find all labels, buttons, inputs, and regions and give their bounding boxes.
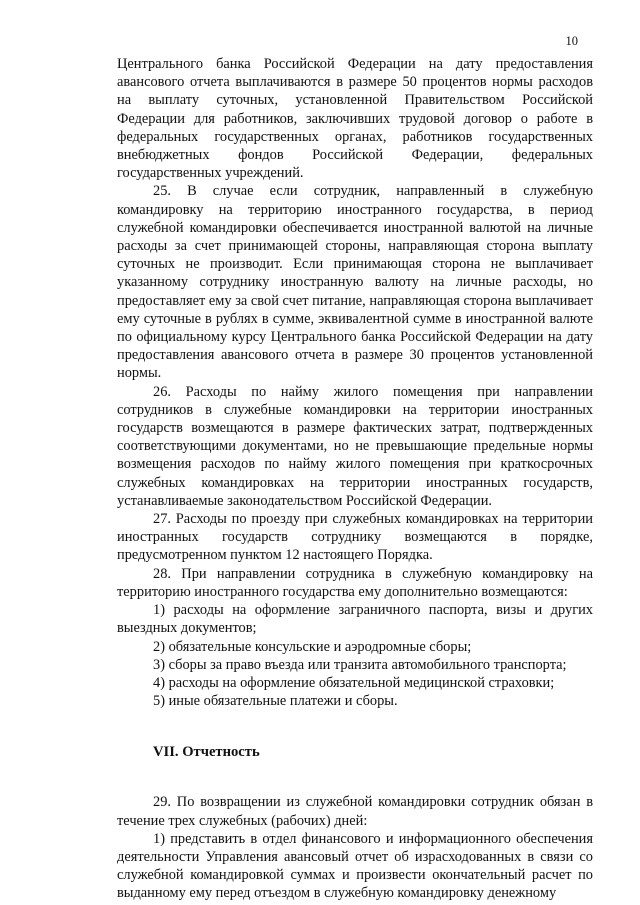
section-heading: VII. Отчетность bbox=[153, 744, 260, 761]
document-body bbox=[117, 55, 593, 903]
paragraph: Центрального банка Российской Федерации на дату предоставления авансового отчета выплачиваются в размере 50 процентов нормы расходов на выплату суточных, установленной Правительством Российской Федерации для работников, заключивших трудовой договор о работе в федеральных государственных органах, работников государственных внебюджетных фондов Российской Федерации, федеральных государственных учреждений. bbox=[117, 56, 593, 182]
paragraph: 29. По возвращении из служебной командировки сотрудник обязан в течение трех служебных (рабочих) дней: bbox=[117, 794, 593, 829]
paragraph: 26. Расходы по найму жилого помещения при направлении сотрудников в служебные командировки на территории иностранных государств возмещаются в размере фактических затрат, подтвержденных соответствующими документами, но не превышающие предельные нормы возмещения расходов по найму жилого помещения при краткосрочных служебных командировках на территории иностранных государств, устанавливаемые законодательством Российской Федерации. bbox=[117, 383, 593, 509]
list-item: 3) сборы за право въезда или транзита автомобильного транспорта; bbox=[153, 656, 567, 673]
list-item: 1) представить в отдел финансового и информационного обеспечения деятельности Управления авансовый отчет об израсходованных в связи со служебной командировкой суммах и произвести окончательный расчет по выданному ему перед отъездом в служебную командировку денежному bbox=[117, 830, 593, 902]
paragraph: 27. Расходы по проезду при служебных командировках на территории иностранных государств сотруднику возмещаются в порядке, предусмотренном пунктом 12 настоящего Порядка. bbox=[117, 511, 593, 564]
paragraph: 28. При направлении сотрудника в служебную командировку на территорию иностранного государства ему дополнительно возмещаются: bbox=[117, 565, 593, 600]
list-item: 2) обязательные консульские и аэродромные сборы; bbox=[153, 638, 472, 655]
page-number: 10 bbox=[565, 34, 578, 48]
paragraphs-top bbox=[117, 55, 593, 710]
list-item: 4) расходы на оформление обязательной медицинской страховки; bbox=[153, 674, 555, 691]
list-item: 1) расходы на оформление заграничного паспорта, визы и других выездных документов; bbox=[117, 602, 593, 637]
paragraphs-bottom bbox=[117, 793, 593, 902]
paragraph: 25. В случае если сотрудник, направленный в служебную командировку на территорию иностранного государства, в период служебной командировки обеспечивается иностранной валютой на личные расходы за счет принимающей стороны, направляющая сторона выплату суточных не производит. Если принимающая сторона не выплачивает указанному сотруднику иностранную валюту на личные расходы, но предоставляет ему за свой счет питание, направляющая сторона выплачивает ему суточные в рублях в сумме, эквивалентной сумме в иностранной валюте по официальному курсу Центрального банка Российской Федерации на дату предоставления авансового отчета в размере 30 процентов установленной нормы. bbox=[117, 183, 593, 382]
list-item: 5) иные обязательные платежи и сборы. bbox=[153, 693, 398, 710]
